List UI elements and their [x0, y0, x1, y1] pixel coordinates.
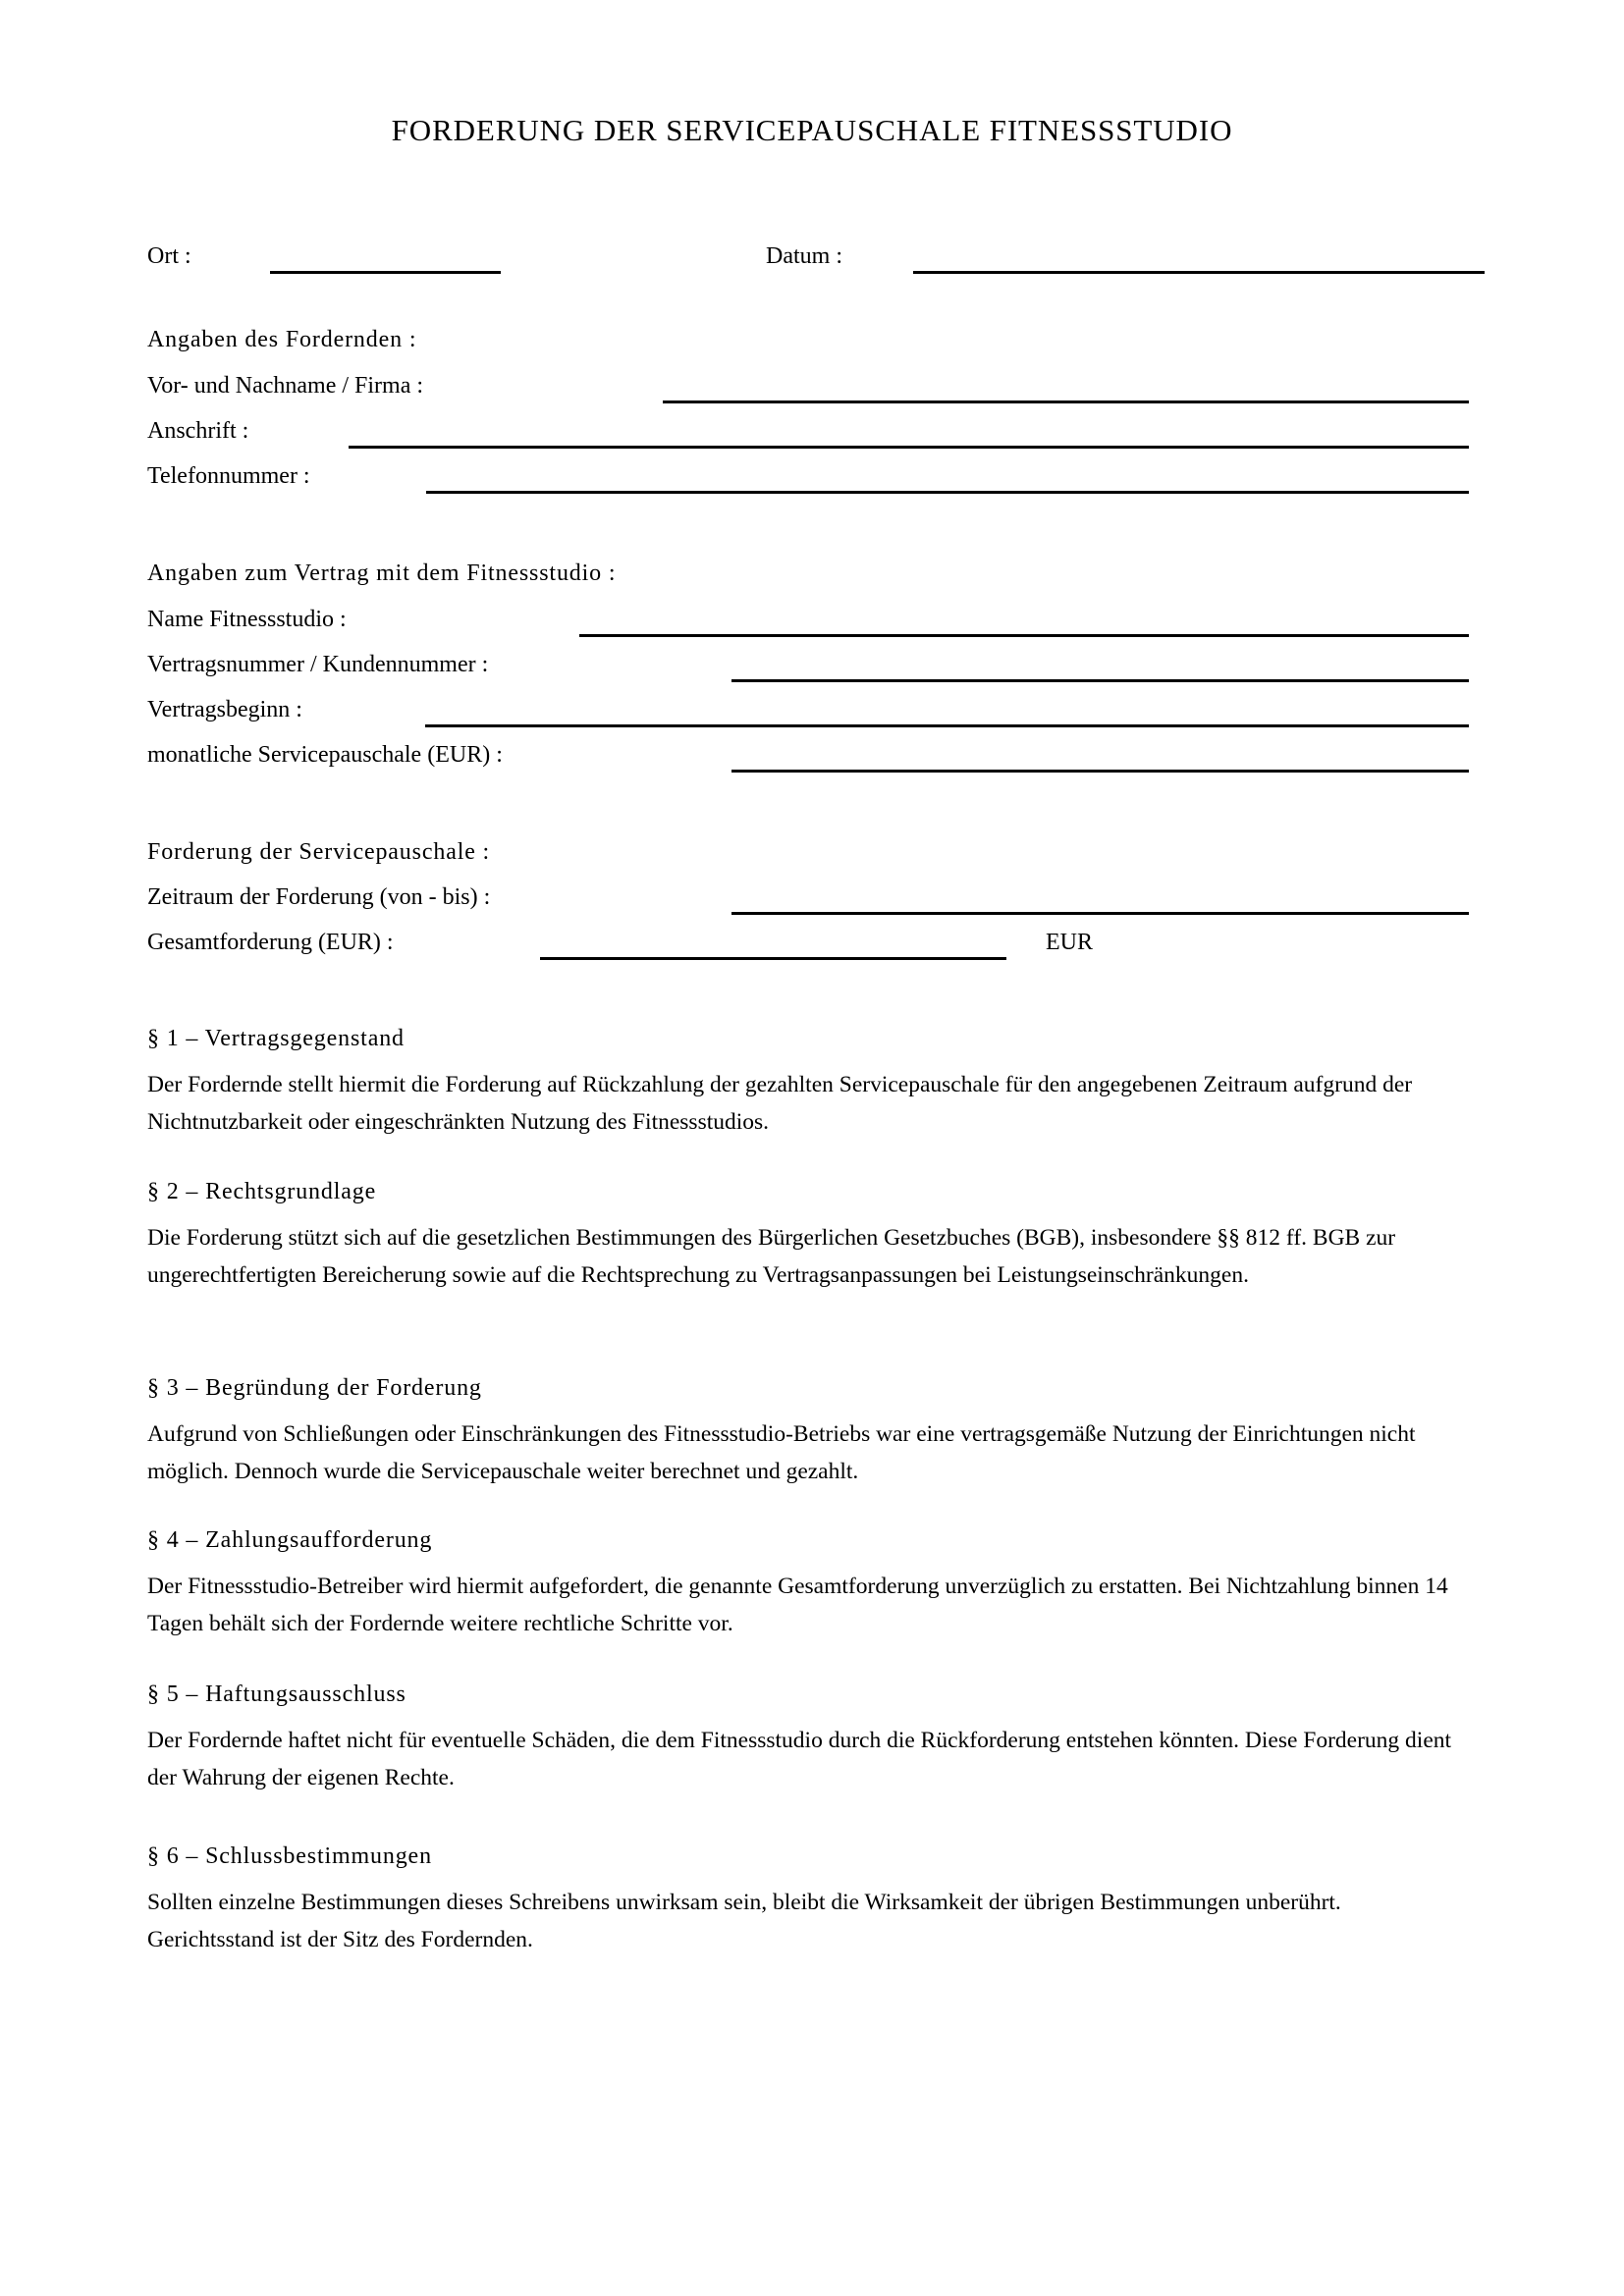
row-vorname-nachname	[147, 365, 1483, 406]
input-vertragsnummer[interactable]	[731, 679, 1469, 682]
label-anschrift: Anschrift :	[147, 418, 249, 444]
clause-3-title: § 3 – Begründung der Forderung	[147, 1375, 482, 1401]
row-monatliche-servicepauschale	[147, 734, 1483, 775]
input-gesamtforderung[interactable]	[540, 957, 1006, 960]
row-name-fitnessstudio	[147, 599, 1483, 640]
clause-1-title: § 1 – Vertragsgegenstand	[147, 1026, 405, 1051]
input-name-fitnessstudio[interactable]	[579, 634, 1469, 637]
label-vorname-nachname: Vor- und Nachname / Firma :	[147, 373, 424, 399]
row-vertragsbeginn	[147, 689, 1483, 730]
clause-5-body: Der Fordernde haftet nicht für eventuelle Schäden, die dem Fitnessstudio durch die Rückforderung entstehen könnten. Diese Forderung dient der Wahrung der eigenen Rechte.	[147, 1728, 1452, 1790]
clause-3-body: Aufgrund von Schließungen oder Einschränkungen des Fitnessstudio-Betriebs war eine vertragsgemäße Nutzung der Einrichtungen nicht möglich. Dennoch wurde die Servicepauschale weiter berechnet und gezahlt.	[147, 1421, 1416, 1484]
clause-5-title: § 5 – Haftungsausschluss	[147, 1682, 406, 1707]
clause-6	[147, 1839, 1473, 1958]
label-name-fitnessstudio: Name Fitnessstudio :	[147, 607, 347, 632]
label-monatliche-servicepauschale: monatliche Servicepauschale (EUR) :	[147, 742, 503, 768]
clause-4-title: § 4 – Zahlungsaufforderung	[147, 1527, 433, 1553]
label-gesamtforderung-unit: EUR	[1046, 930, 1093, 955]
input-anschrift[interactable]	[349, 446, 1469, 449]
input-telefonnummer[interactable]	[426, 491, 1469, 494]
heading-forderung-servicepauschale: Forderung der Servicepauschale :	[147, 839, 491, 865]
input-vertragsbeginn[interactable]	[425, 724, 1469, 727]
input-ort[interactable]	[270, 271, 501, 274]
clause-2	[147, 1174, 1473, 1294]
page-title: FORDERUNG DER SERVICEPAUSCHALE FITNESSSTUDIO	[391, 113, 1233, 147]
row-ort-datum	[147, 236, 1483, 277]
row-anschrift	[147, 410, 1483, 452]
row-vertragsnummer	[147, 644, 1483, 685]
label-gesamtforderung: Gesamtforderung (EUR) :	[147, 930, 394, 955]
row-zeitraum-forderung	[147, 877, 1483, 918]
label-vertragsbeginn: Vertragsbeginn :	[147, 697, 302, 722]
clause-1	[147, 1021, 1473, 1141]
input-monatliche-servicepauschale[interactable]	[731, 770, 1469, 773]
row-telefonnummer	[147, 455, 1483, 497]
label-ort: Ort :	[147, 243, 191, 269]
clause-4	[147, 1522, 1473, 1642]
label-datum: Datum :	[766, 243, 842, 269]
clause-1-body: Der Fordernde stellt hiermit die Forderung auf Rückzahlung der gezahlten Servicepauschale für den angegebenen Zeitraum aufgrund der Nichtnutzbarkeit oder eingeschränkten Nutzung des Fitnessstudios.	[147, 1072, 1413, 1135]
label-vertragsnummer: Vertragsnummer / Kundennummer :	[147, 652, 489, 677]
heading-angaben-fordernder: Angaben des Fordernden :	[147, 327, 417, 352]
heading-angaben-vertrag: Angaben zum Vertrag mit dem Fitnessstudio :	[147, 561, 617, 586]
input-vorname-nachname[interactable]	[663, 400, 1469, 403]
label-telefonnummer: Telefonnummer :	[147, 463, 310, 489]
clause-6-body: Sollten einzelne Bestimmungen dieses Schreibens unwirksam sein, bleibt die Wirksamkeit der übrigen Bestimmungen unberührt. Gerichtsstand ist der Sitz des Fordernden.	[147, 1890, 1341, 1952]
clause-2-title: § 2 – Rechtsgrundlage	[147, 1179, 377, 1204]
clause-5	[147, 1677, 1473, 1796]
clause-6-title: § 6 – Schlussbestimmungen	[147, 1843, 432, 1869]
clause-4-body: Der Fitnessstudio-Betreiber wird hiermit aufgefordert, die genannte Gesamtforderung unverzüglich zu erstatten. Bei Nichtzahlung binnen 14 Tagen behält sich der Fordernde weitere rechtliche Schritte vor.	[147, 1574, 1448, 1636]
row-gesamtforderung	[147, 922, 1483, 963]
input-datum[interactable]	[913, 271, 1485, 274]
label-zeitraum-forderung: Zeitraum der Forderung (von - bis) :	[147, 884, 491, 910]
clause-2-body: Die Forderung stützt sich auf die gesetzlichen Bestimmungen des Bürgerlichen Gesetzbuches (BGB), insbesondere §§ 812 ff. BGB zur ungerechtfertigten Bereicherung sowie auf die Rechtsprechung zu Vertragsanpassungen bei Leistungseinschränkungen.	[147, 1225, 1396, 1288]
input-zeitraum-forderung[interactable]	[731, 912, 1469, 915]
clause-3	[147, 1370, 1473, 1490]
